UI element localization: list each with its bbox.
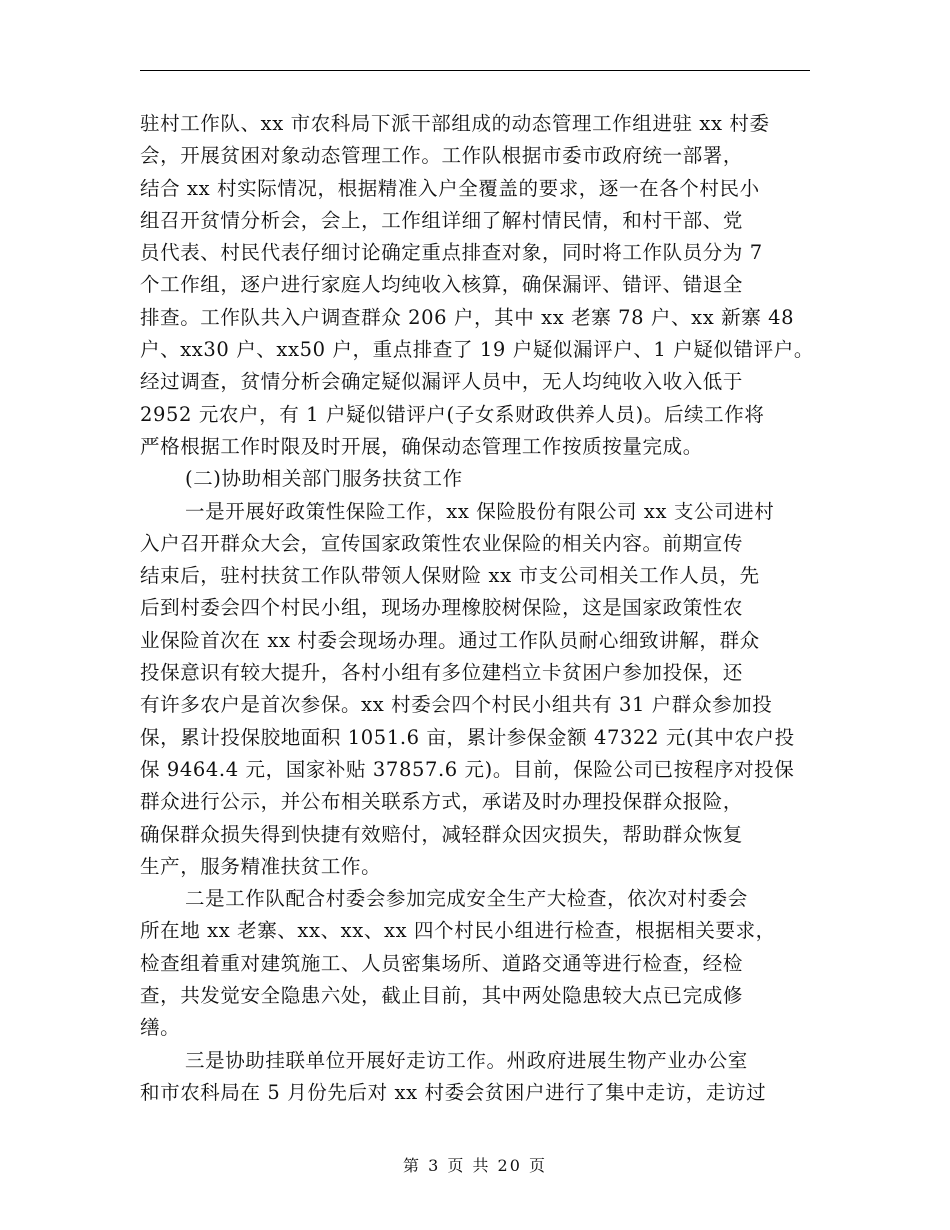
text-line: 组召开贫情分析会，会上，工作组详细了解村情民情，和村干部、党: [140, 208, 744, 232]
text-line: 确保群众损失得到快捷有效赔付，减轻群众因灾损失，帮助群众恢复: [140, 822, 744, 846]
text-line: 会，开展贫困对象动态管理工作。工作队根据市委市政府统一部署，: [140, 144, 744, 168]
page-number-footer: 第 3 页 共 20 页: [403, 1156, 547, 1175]
text-line: 2952 元农户，有 1 户疑似错评户(子女系财政供养人员)。后续工作将: [140, 402, 765, 426]
text-line: 和市农科局在 5 月份先后对 xx 村委会贫困户进行了集中走访，走访过: [140, 1080, 767, 1104]
text-line: 后到村委会四个村民小组，现场办理橡胶树保险，这是国家政策性农: [140, 596, 744, 620]
text-line: 缮。: [140, 1016, 181, 1040]
text-line: 投保意识有较大提升，各村小组有多位建档立卡贫困户参加投保，还: [140, 661, 744, 685]
text-line: 检查组着重对建筑施工、人员密集场所、道路交通等进行检查，经检: [140, 951, 744, 975]
text-line: 三是协助挂联单位开展好走访工作。州政府进展生物产业办公室: [185, 1048, 748, 1072]
text-line: 群众进行公示，并公布相关联系方式，承诺及时办理投保群众报险，: [140, 790, 744, 814]
text-line: 排查。工作队共入户调查群众 206 户，其中 xx 老寨 78 户、xx 新寨 48: [140, 305, 795, 329]
text-line: 经过调查，贫情分析会确定疑似漏评人员中，无人均纯收入收入低于: [140, 370, 744, 394]
text-line: 所在地 xx 老寨、xx、xx、xx 四个村民小组进行检查，根据相关要求，: [140, 919, 776, 943]
text-line: 入户召开群众大会，宣传国家政策性农业保险的相关内容。前期宣传: [140, 531, 744, 555]
text-line: 员代表、村民代表仔细讨论确定重点排查对象，同时将工作队员分为 7: [140, 241, 763, 265]
text-line: 保 9464.4 元，国家补贴 37857.6 元)。目前，保险公司已按程序对投保: [140, 757, 795, 781]
text-line: (二)协助相关部门服务扶贫工作: [185, 467, 463, 491]
header-rule: [140, 70, 810, 71]
text-line: 严格根据工作时限及时开展，确保动态管理工作按质按量完成。: [140, 434, 703, 458]
text-line: 保，累计投保胶地面积 1051.6 亩，累计参保金额 47322 元(其中农户投: [140, 725, 795, 749]
text-line: 户、xx30 户、xx50 户，重点排查了 19 户疑似漏评户、1 户疑似错评户。: [140, 338, 814, 362]
text-line: 有许多农户是首次参保。xx 村委会四个村民小组共有 31 户群众参加投: [140, 693, 773, 717]
text-line: 驻村工作队、xx 市农科局下派干部组成的动态管理工作组进驻 xx 村委: [140, 112, 770, 135]
text-line: 个工作组，逐户进行家庭人均纯收入核算，确保漏评、错评、错退全: [140, 273, 744, 297]
text-line: 二是工作队配合村委会参加完成安全生产大检查，依次对村委会: [185, 887, 748, 911]
text-line: 查，共发觉安全隐患六处，截止目前，其中两处隐患较大点已完成修: [140, 984, 744, 1008]
text-line: 生产，服务精准扶贫工作。: [140, 854, 382, 878]
text-line: 结束后，驻村扶贫工作队带领人保财险 xx 市支公司相关工作人员，先: [140, 564, 760, 588]
text-line: 业保险首次在 xx 村委会现场办理。通过工作队员耐心细致讲解，群众: [140, 628, 760, 652]
text-line: 结合 xx 村实际情况，根据精准入户全覆盖的要求，逐一在各个村民小: [140, 176, 760, 200]
document-body: [140, 108, 820, 1109]
text-line: 一是开展好政策性保险工作，xx 保险股份有限公司 xx 支公司进村: [185, 499, 775, 523]
